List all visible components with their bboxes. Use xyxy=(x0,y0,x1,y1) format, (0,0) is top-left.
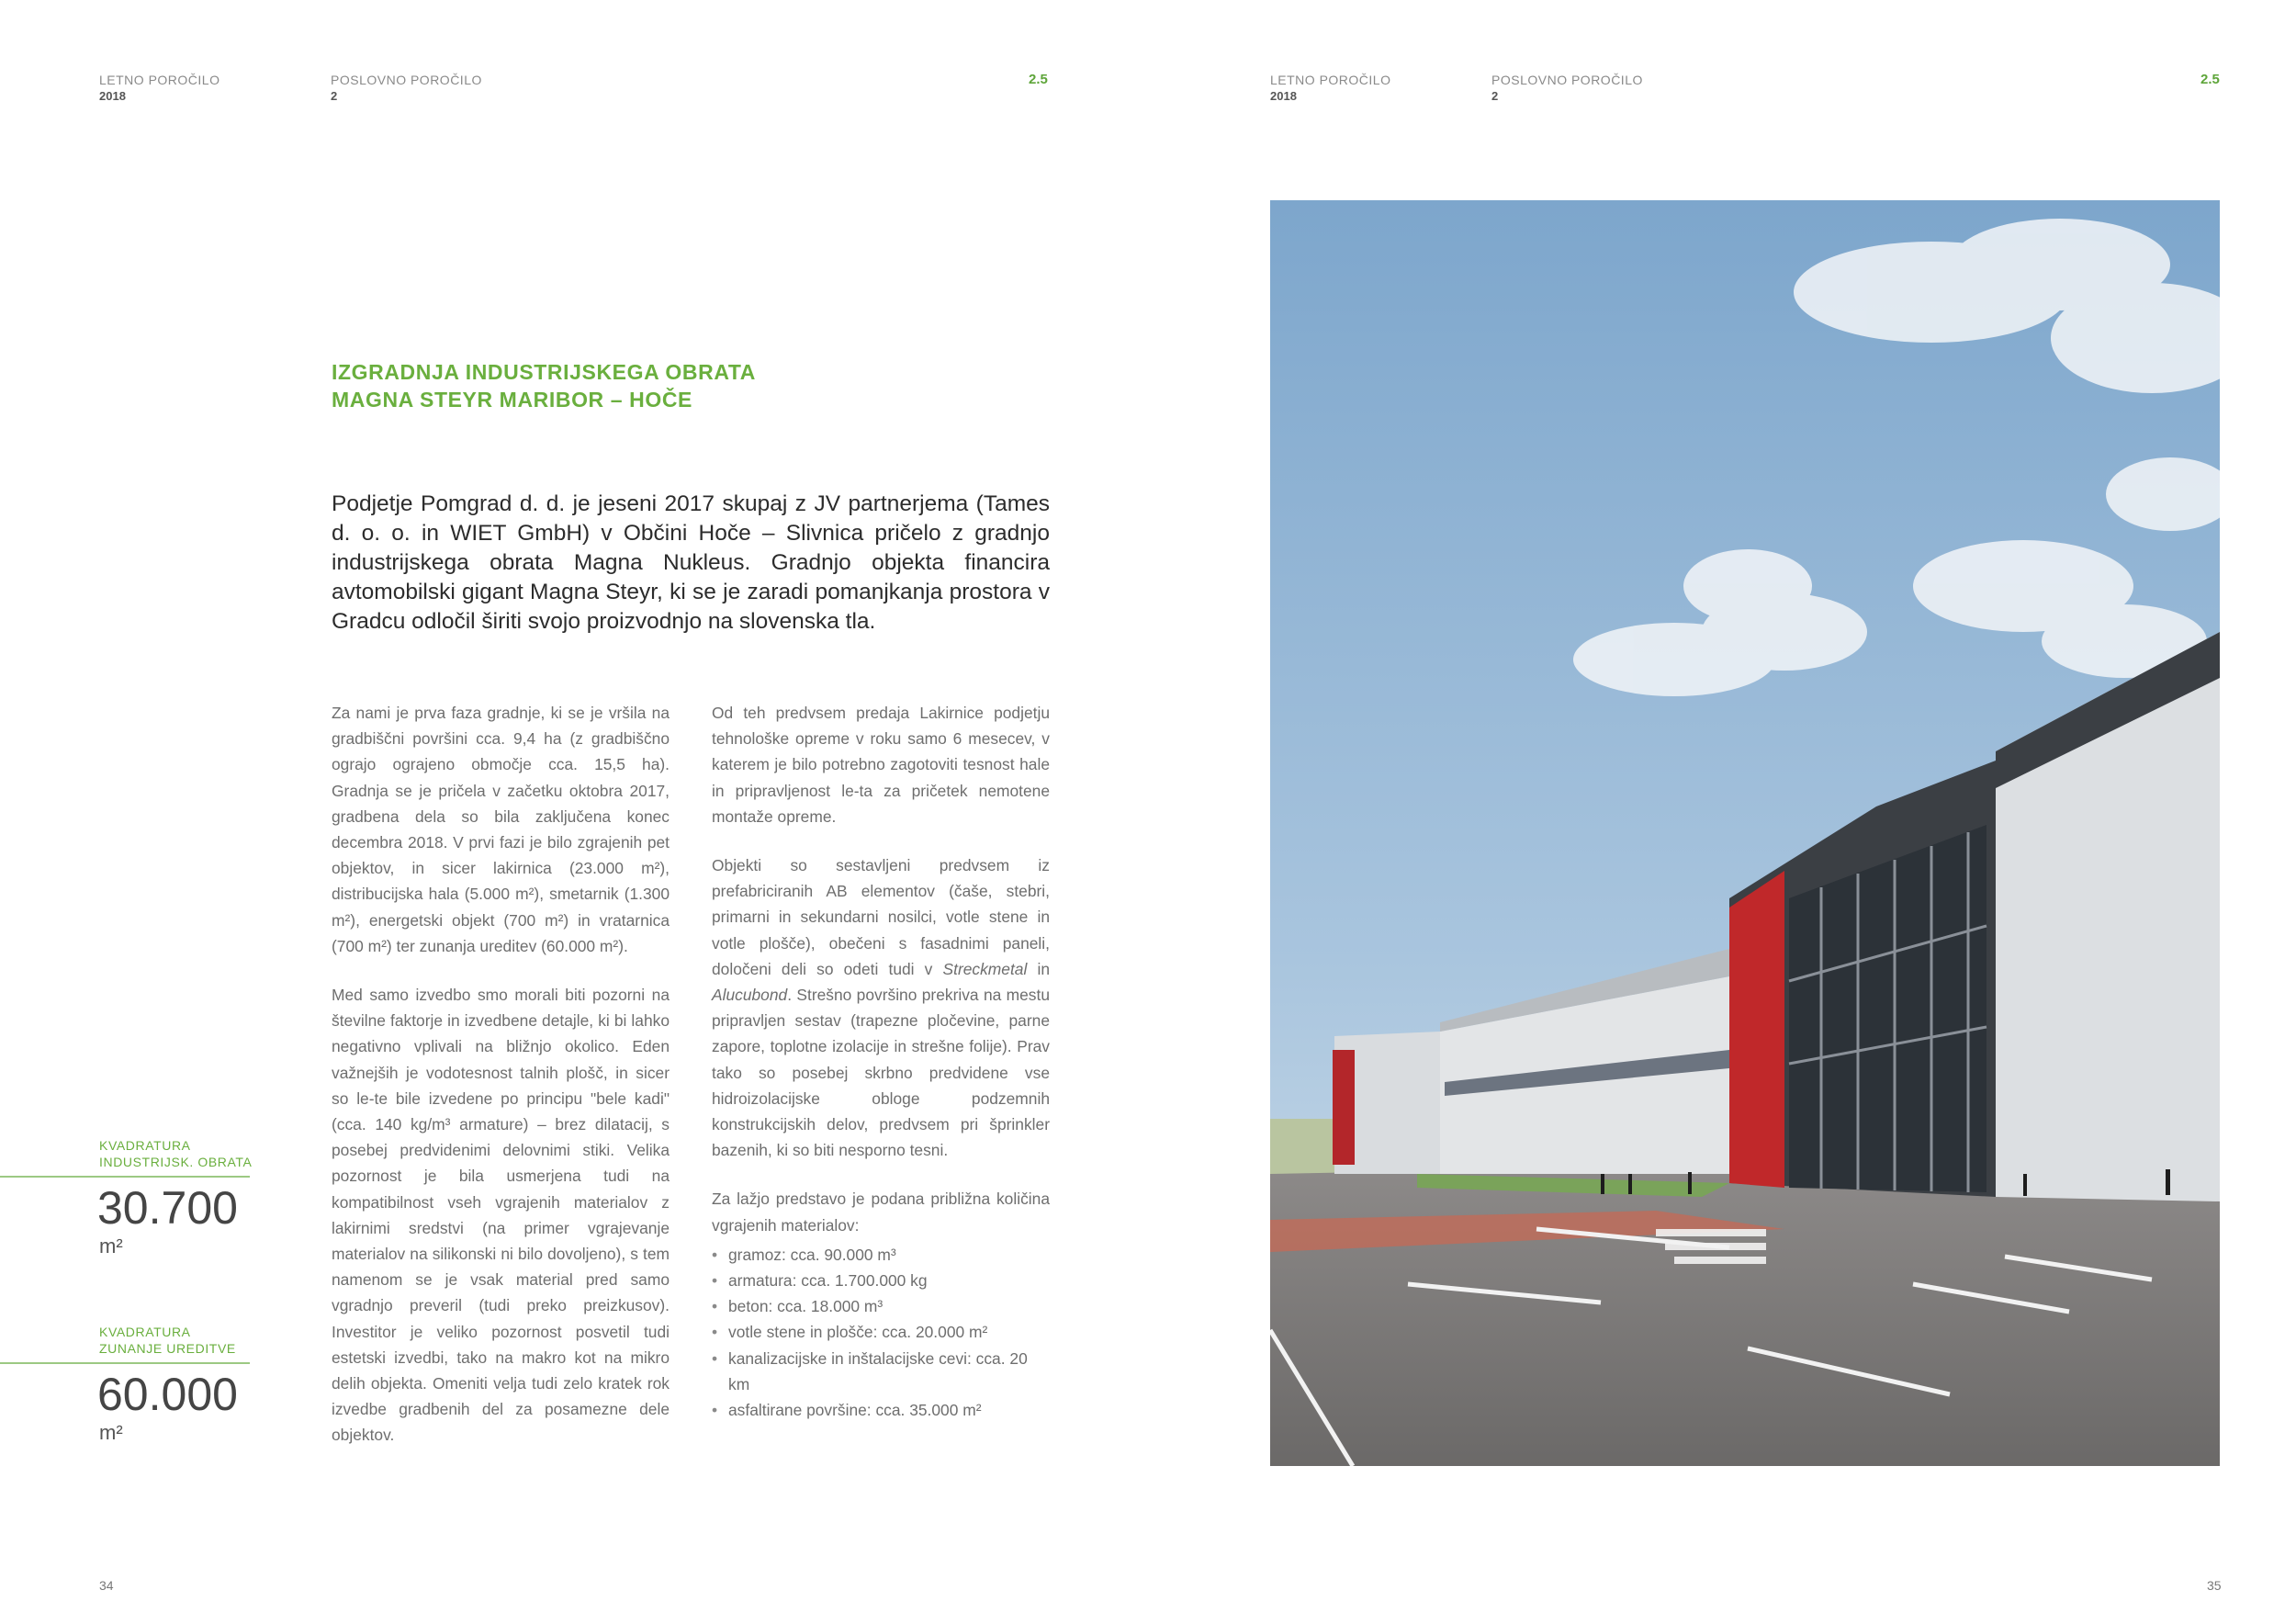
stat-label-line-2: ZUNANJE UREDITVE xyxy=(99,1341,236,1356)
stat-label-line-1: KVADRATURA xyxy=(99,1325,191,1339)
lead-paragraph: Podjetje Pomgrad d. d. je jeseni 2017 skupaj z JV partnerjema (Tames d. o. o. in WIET GmbH) v Občini Hoče – Slivnica pričelo z gradnjo industrijskega obrata Magna Nukleus. Gradnjo objekta financira avtomobilski gigant Magna Steyr, ki se je zaradi pomanjkanja prostora v Gradcu odločil širiti svojo proizvodnjo na slovenska tla. xyxy=(332,491,1050,634)
section-number: 2.5 xyxy=(2200,72,2220,87)
stat-label-line-2: INDUSTRIJSK. OBRATA xyxy=(99,1155,253,1169)
report-year: 2018 xyxy=(99,89,126,103)
stat-value: 60.000 xyxy=(97,1369,238,1420)
section-number: 2.5 xyxy=(1029,72,1048,87)
building-illustration xyxy=(1270,200,2220,1466)
col2-paragraph-3: Za lažjo predstavo je podana približna količina vgrajenih materialov: xyxy=(712,1190,1050,1235)
asphalt xyxy=(1270,1156,2220,1466)
title-line-1: IZGRADNJA INDUSTRIJSKEGA OBRATA xyxy=(332,360,757,384)
building-photo xyxy=(1270,200,2220,1466)
low-building-red xyxy=(1333,1050,1355,1165)
section-value: 2 xyxy=(1491,89,1499,103)
stat-unit: m² xyxy=(99,1235,123,1257)
article-title xyxy=(332,358,974,413)
col2-p2-part-c: . Strešno površino prekriva na mestu pripravljen sestav (trapezne pločevine, parne zapore, toplotne izolacije in strešne folije). Prav tako so posebej skrbno predvidene vse hidroizolacijske obloge podzemnih konstrukcijskih delov, predvsem pri šprinkler bazenih, ki so biti nesporno tesni. xyxy=(712,986,1050,1160)
stat-divider xyxy=(0,1362,250,1364)
report-year: 2018 xyxy=(1270,89,1297,103)
left-header xyxy=(99,72,1054,108)
list-item: • asfaltirane površine: cca. 35.000 m² xyxy=(712,1397,1050,1423)
tower-red-accent xyxy=(1729,871,1784,1188)
page-number-left: 34 xyxy=(99,1578,114,1593)
list-item: • votle stene in plošče: cca. 20.000 m² xyxy=(712,1319,1050,1345)
col2-p2-part-a: Objekti so sestavljeni predvsem iz prefabriciranih AB elementov (čaše, stebri, primarni in sekundarni nosilci, votle stene in votle plošče), obečeni s fasadnimi paneli, določeni deli so odeti tudi v xyxy=(712,856,1050,978)
col2-paragraph-1: Od teh predvsem predaja Lakirnice podjetju tehnološke opreme v roku samo 6 mesecev, v katerem je bilo potrebno zagotoviti tesnost hale in pripravljenost le-ta za pričetek nemotene montaže opreme. xyxy=(712,704,1050,826)
stat-unit: m² xyxy=(99,1421,123,1444)
section-value: 2 xyxy=(331,89,338,103)
col1-paragraph-1: Za nami je prva faza gradnje, ki se je vršila na gradbiščni površini cca. 9,4 ha (z gradbiščno ograjo ograjeno območje cca. 15,5 ha). Gradnja se je pričela v začetku oktobra 2017, gradbena dela so bila zaključena konec decembra 2018. V prvi fazi je bilo zgrajenih pet objektov, in sicer lakirnica (23.000 m²), distribucijska hala (5.000 m²), smetarnik (1.300 m²), energetski objekt (700 m²) in vratarnica (700 m²) ter zunanja ureditev (60.000 m²). xyxy=(332,704,670,955)
body-column-2 xyxy=(712,700,1050,1423)
list-item: • beton: cca. 18.000 m³ xyxy=(712,1293,1050,1319)
col1-paragraph-2: Med samo izvedbo smo morali biti pozorni na številne faktorje in izvedbene detajle, ki bi lahko negativno vplivali na bližnjo okolico. Eden važnejših je vodotesnost talnih plošč, in sicer so le-te bile izvedene po principu "bele kadi" (cca. 140 kg/m³ armature) – brez dilatacij, s posebej predvidenimi delovnimi stiki. Velika pozornost je bila usmerjena tudi na kompatibilnost vseh vgrajenih materialov z lakirnimi sredstvi (na primer vgrajevanje materialov na silikonski ni bilo dovoljeno), s tem namenom se je vsak material pred samo vgradnjo preveril (tudi preko preizkusov). Investitor je veliko pozornost posvetil tudi estetski izvedbi, tako na makro kot na mikro delih objekta. Omeniti velja tudi zelo kratek rok izvedbe gradbenih del za posamezne dele objektov. xyxy=(332,986,670,1445)
stat-label-line-1: KVADRATURA xyxy=(99,1138,191,1153)
col2-paragraph-2 xyxy=(712,852,1050,1163)
title-line-2: MAGNA STEYR MARIBOR – HOČE xyxy=(332,388,692,412)
col2-p2-emphasis-1: Streckmetal xyxy=(942,959,1028,978)
stat-block-industrial xyxy=(0,1137,266,1258)
report-label: LETNO POROČILO xyxy=(1270,73,1391,87)
materials-list xyxy=(712,1242,1050,1423)
report-label: LETNO POROČILO xyxy=(99,73,220,87)
section-label: POSLOVNO POROČILO xyxy=(331,73,482,87)
stat-value: 30.700 xyxy=(97,1182,238,1234)
page-number-right: 35 xyxy=(2207,1578,2222,1593)
col2-p2-emphasis-2: Alucubond xyxy=(712,986,788,1005)
section-label: POSLOVNO POROČILO xyxy=(1491,73,1643,87)
list-item: • gramoz: cca. 90.000 m³ xyxy=(712,1242,1050,1268)
stat-block-exterior xyxy=(0,1324,266,1445)
list-item: • kanalizacijske in inštalacijske cevi: cca. 20 km xyxy=(712,1346,1050,1397)
stat-divider xyxy=(0,1176,250,1178)
body-column-1 xyxy=(332,700,670,1472)
list-item: • armatura: cca. 1.700.000 kg xyxy=(712,1268,1050,1293)
col2-p2-part-b: in xyxy=(1027,959,1051,978)
right-header xyxy=(1270,72,2225,108)
